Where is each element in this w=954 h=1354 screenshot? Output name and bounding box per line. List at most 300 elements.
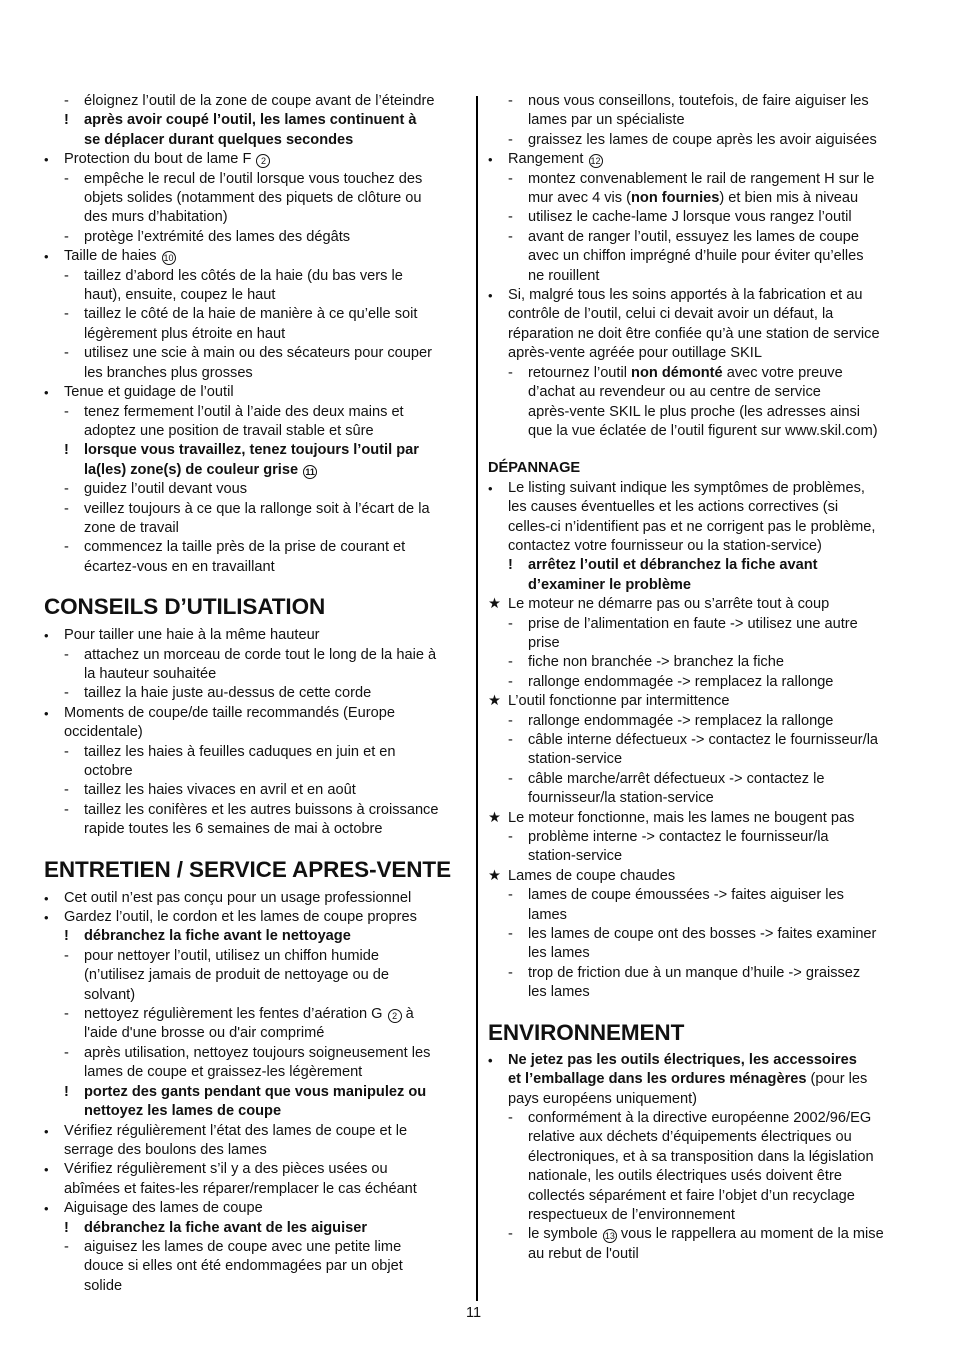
bullet-item <box>44 626 468 645</box>
line-text: réparation ne doit être confiée qu’à une station de service <box>508 325 880 342</box>
warning-mark: ! <box>508 557 513 574</box>
line-continuation <box>44 364 468 383</box>
line-continuation <box>488 267 914 286</box>
line-continuation <box>488 789 914 808</box>
line-text: arrêtez l’outil et débranchez la fiche avant <box>528 557 818 574</box>
line-continuation <box>44 966 468 985</box>
warning-mark: ! <box>64 1219 69 1236</box>
line-continuation <box>44 286 468 305</box>
dash-item <box>488 925 914 944</box>
line-text: écartez-vous en en travaillant <box>84 558 275 575</box>
dash-item <box>488 228 914 247</box>
line-continuation <box>488 1245 914 1264</box>
dash-mark: - <box>508 615 513 632</box>
line-continuation <box>44 723 468 742</box>
dash-mark: - <box>508 964 513 981</box>
dash-mark: - <box>64 1044 69 1061</box>
line-text: prise <box>528 634 560 651</box>
line-text: attachez un morceau de corde tout le long de la haie à <box>84 646 437 663</box>
line-text: guidez l’outil devant vous <box>84 481 248 498</box>
line-text: rallonge endommagée -> remplacez la rallonge <box>528 673 834 690</box>
line-text: fournisseur/la station-service <box>528 790 714 807</box>
dash-item <box>488 131 914 150</box>
line-continuation <box>488 305 914 324</box>
dash-mark: - <box>64 743 69 760</box>
bullet-icon: • <box>44 705 49 721</box>
line-continuation <box>44 208 468 227</box>
dash-item <box>44 228 468 247</box>
line-text: taillez la haie juste au-dessus de cette corde <box>84 685 372 702</box>
dash-item <box>488 770 914 789</box>
line-continuation <box>44 1024 468 1043</box>
line-continuation <box>44 461 468 480</box>
line-text: trop de friction due à un manque d’huile -> graissez <box>528 964 861 981</box>
line-text: protège l’extrémité des lames des dégâts <box>84 228 351 245</box>
dash-mark: - <box>508 654 513 671</box>
dash-mark: - <box>64 500 69 517</box>
line-text: tenez fermement l’outil à l’aide des deux mains et <box>84 403 404 420</box>
line-continuation <box>44 422 468 441</box>
line-text: Le moteur ne démarre pas ou s’arrête tout à coup <box>508 596 830 613</box>
line-text: débranchez la fiche avant le nettoyage <box>84 928 351 945</box>
line-text: Si, malgré tous les soins apportés à la fabrication et au <box>508 287 863 304</box>
dash-item <box>44 92 468 111</box>
line-text: câble marche/arrêt défectueux -> contactez le <box>528 770 825 787</box>
dash-mark: - <box>64 306 69 323</box>
line-continuation <box>488 247 914 266</box>
line-text: nationale, les outils électriques usés doivent être <box>528 1168 842 1185</box>
line-continuation <box>44 1257 468 1276</box>
warning-mark: ! <box>64 928 69 945</box>
dash-mark: - <box>64 403 69 420</box>
line-text: solvant) <box>84 986 136 1003</box>
line-continuation <box>44 1180 468 1199</box>
section-heading: ENTRETIEN / SERVICE APRES-VENTE <box>44 856 451 882</box>
line-continuation <box>488 383 914 402</box>
dash-mark: - <box>508 712 513 729</box>
line-text: douce si elles ont été endommagées par un objet <box>84 1258 403 1275</box>
line-text: zone de travail <box>84 519 179 536</box>
dash-mark: - <box>64 947 69 964</box>
figure-ref-icon: 12 <box>590 156 601 167</box>
line-text: les branches plus grosses <box>84 364 253 381</box>
line-text: des murs d’habitation) <box>84 209 228 226</box>
line-continuation <box>488 422 914 441</box>
line-continuation <box>44 558 468 577</box>
dash-mark: - <box>508 131 513 148</box>
line-text: prise de l’alimentation en faute -> utilisez une autre <box>528 615 858 632</box>
dash-item <box>488 673 914 692</box>
line-text: relative aux déchets d’équipements électriques ou <box>528 1129 852 1146</box>
line-text: Vérifiez régulièrement l’état des lames de coupe et le <box>64 1122 408 1139</box>
star-item <box>488 867 914 886</box>
dash-item <box>488 208 914 227</box>
line-continuation <box>44 519 468 538</box>
line-text-tail: vous le rappellera au moment de la mise <box>616 1226 884 1243</box>
line-text: d’achat au revendeur ou au centre de service <box>528 384 821 401</box>
dash-item <box>488 886 914 905</box>
warning-item <box>488 556 914 575</box>
line-text: Vérifiez régulièrement s’il y a des pièces usées ou <box>64 1161 388 1178</box>
line-text: ne rouillent <box>528 267 600 284</box>
line-text: Le listing suivant indique les symptômes de problèmes, <box>508 479 865 496</box>
line-continuation <box>488 111 914 130</box>
line-text: Tenue et guidage de l’outil <box>64 384 234 401</box>
line-text: Le moteur fonctionne, mais les lames ne bougent pas <box>508 809 855 826</box>
left-column <box>44 92 468 1296</box>
line-text: mur avec 4 vis ( <box>528 190 631 207</box>
warning-mark: ! <box>64 1083 69 1100</box>
line-continuation <box>44 820 468 839</box>
line-text: objets solides (notamment des piquets de clôture ou <box>84 190 422 207</box>
bullet-icon: • <box>488 1052 493 1068</box>
dash-item <box>488 964 914 983</box>
subsection-heading: DÉPANNAGE <box>488 460 581 477</box>
dash-mark: - <box>508 1226 513 1243</box>
line-text: commencez la taille près de la prise de courant et <box>84 539 406 556</box>
dash-item <box>488 828 914 847</box>
line-text: se déplacer durant quelques secondes <box>84 131 354 148</box>
line-continuation <box>488 537 914 556</box>
dash-item <box>44 1005 468 1024</box>
dash-item <box>488 92 914 111</box>
star-icon: ★ <box>488 867 502 884</box>
warning-mark: ! <box>64 442 69 459</box>
figure-ref-icon: 13 <box>604 1231 615 1242</box>
dash-item <box>488 1225 914 1244</box>
line-continuation <box>488 1167 914 1186</box>
dash-item <box>44 480 468 499</box>
bullet-icon: • <box>44 1123 49 1139</box>
dash-mark: - <box>508 93 513 109</box>
dash-mark: - <box>64 345 69 362</box>
line-text: débranchez la fiche avant de les aiguiser <box>84 1219 368 1236</box>
dash-mark: - <box>64 685 69 702</box>
line-continuation <box>488 518 914 537</box>
bullet-item <box>44 704 468 723</box>
line-text: station-service <box>528 751 623 768</box>
line-text: graissez les lames de coupe après les avoir aiguisées <box>528 131 877 148</box>
line-continuation <box>488 189 914 208</box>
line-continuation <box>488 498 914 517</box>
dash-item <box>44 947 468 966</box>
line-text: câble interne défectueux -> contactez le fournisseur/la <box>528 732 879 748</box>
line-continuation <box>44 131 468 150</box>
warning-item <box>44 1219 468 1238</box>
bullet-item <box>44 1160 468 1179</box>
line-text: Gardez l’outil, le cordon et les lames de coupe propres <box>64 909 417 926</box>
line-text: les causes éventuelles et les actions correctives (si <box>508 499 839 516</box>
bullet-icon: • <box>488 288 493 304</box>
line-text: après utilisation, nettoyez toujours soigneusement les <box>84 1044 431 1061</box>
line-text: taillez les haies à feuilles caduques en juin et en <box>84 743 396 760</box>
line-text: Lames de coupe chaudes <box>508 867 676 884</box>
dash-item <box>44 170 468 189</box>
warning-mark: ! <box>64 112 69 129</box>
line-text: occidentale) <box>64 724 143 741</box>
dash-item <box>44 403 468 422</box>
line-text: taillez les conifères et les autres buissons à croissance <box>84 801 439 818</box>
dash-mark: - <box>64 646 69 663</box>
line-text: le symbole <box>528 1226 598 1243</box>
line-text: abîmées et faites-les réparer/remplacer le cas échéant <box>64 1180 417 1197</box>
bullet-item <box>488 286 914 305</box>
line-continuation <box>488 325 914 344</box>
line-text: respectueux de l’environnement <box>528 1206 735 1223</box>
line-text: serrage des boulons des lames <box>64 1141 267 1158</box>
line-text: Ne jetez pas les outils électriques, les accessoires <box>508 1051 857 1068</box>
line-text: d’examiner le problème <box>528 576 692 593</box>
line-continuation <box>488 1070 914 1089</box>
line-text: après-vente agréée pour outillage SKIL <box>508 345 762 362</box>
line-continuation <box>488 1090 914 1109</box>
line-text: utilisez une scie à main ou des sécateurs pour couper <box>84 345 433 362</box>
line-text: avec un chiffon imprégné d’huile pour éviter qu’elles <box>528 248 864 265</box>
spacer <box>488 441 914 459</box>
line-text: éloignez l’outil de la zone de coupe avant de l’éteindre <box>84 93 435 109</box>
dash-item <box>44 1238 468 1257</box>
line-text: pays européens uniquement) <box>508 1090 698 1107</box>
line-text: taillez le côté de la haie de manière à ce qu’elle soit <box>84 306 418 323</box>
line-text: contactez votre fournisseur ou la station-service) <box>508 537 822 554</box>
bullet-item <box>44 247 468 266</box>
dash-mark: - <box>508 829 513 846</box>
dash-item <box>44 538 468 557</box>
star-icon: ★ <box>488 596 502 613</box>
line-continuation <box>44 986 468 1005</box>
bold-text: non démonté <box>631 364 723 381</box>
line-text: taillez d’abord les côtés de la haie (du bas vers le <box>84 267 403 284</box>
dash-mark: - <box>508 673 513 690</box>
line-text: haut), ensuite, coupez le haut <box>84 287 276 304</box>
line-text: solide <box>84 1277 123 1294</box>
line-text-tail: (pour les <box>806 1071 868 1088</box>
line-continuation <box>488 634 914 653</box>
line-text: que la vue éclatée de l’outil figurent sur www.skil.com) <box>528 422 878 439</box>
dash-mark: - <box>508 209 513 226</box>
line-text-tail: ) et bien mis à niveau <box>719 190 859 207</box>
bullet-item <box>488 479 914 498</box>
dash-mark: - <box>508 732 513 748</box>
dash-item <box>488 1109 914 1128</box>
line-text: Pour tailler une haie à la même hauteur <box>64 627 320 644</box>
line-text: les lames <box>528 984 590 1001</box>
line-continuation <box>488 944 914 963</box>
figure-ref-icon: 11 <box>303 465 317 479</box>
line-text: utilisez le cache-lame J lorsque vous rangez l’outil <box>528 209 852 226</box>
line-text: nous vous conseillons, toutefois, de faire aiguiser les <box>528 93 869 109</box>
line-text-tail: avec votre preuve <box>722 364 843 381</box>
dash-item <box>488 364 914 383</box>
dash-item <box>44 1044 468 1063</box>
dash-mark: - <box>508 1109 513 1126</box>
bullet-item <box>44 889 468 908</box>
bullet-icon: • <box>488 152 493 168</box>
bullet-item <box>44 150 468 169</box>
line-text: conformément à la directive européenne 2002/96/EG <box>528 1109 872 1126</box>
bullet-icon: • <box>44 890 49 906</box>
dash-item <box>488 712 914 731</box>
line-text: (n’utilisez jamais de produit de nettoyage ou de <box>84 967 390 984</box>
column-divider <box>476 96 478 1301</box>
line-continuation <box>488 847 914 866</box>
line-text: lorsque vous travaillez, tenez toujours l’outil par <box>84 442 419 459</box>
figure-ref-icon: 10 <box>163 253 174 264</box>
bullet-icon: • <box>44 910 49 926</box>
bold-text: et l’emballage dans les ordures ménagères <box>508 1071 807 1088</box>
dash-mark: - <box>64 267 69 284</box>
line-text: au rebut de l'outil <box>528 1245 639 1262</box>
warning-item <box>44 927 468 946</box>
line-text: rapide toutes les 6 semaines de mai à octobre <box>84 821 383 838</box>
dash-item <box>488 653 914 672</box>
line-text: Taille de haies <box>64 248 157 265</box>
line-text: rallonge endommagée -> remplacez la rallonge <box>528 712 834 729</box>
line-text: après-vente SKIL le plus proche (les adresses ainsi <box>528 403 861 420</box>
dash-mark: - <box>64 539 69 556</box>
spacer <box>488 1003 914 1019</box>
bullet-icon: • <box>44 1162 49 1178</box>
figure-ref-icon: 2 <box>388 1009 402 1023</box>
star-item <box>488 692 914 711</box>
dash-item <box>44 267 468 286</box>
section-heading: CONSEILS D’UTILISATION <box>44 594 326 620</box>
line-continuation <box>488 750 914 769</box>
dash-item <box>488 170 914 189</box>
dash-item <box>44 344 468 363</box>
dash-mark: - <box>508 364 513 381</box>
line-text: octobre <box>84 763 133 779</box>
dash-mark: - <box>64 1006 69 1023</box>
bullet-icon: • <box>44 628 49 644</box>
line-text: fiche non branchée -> branchez la fiche <box>528 654 784 671</box>
warning-item <box>44 1083 468 1102</box>
line-continuation <box>488 1128 914 1147</box>
bullet-item <box>488 150 914 169</box>
line-text: les lames <box>528 945 590 962</box>
line-continuation <box>44 189 468 208</box>
line-text: la(les) zone(s) de couleur grise <box>84 461 299 478</box>
dash-item <box>44 646 468 665</box>
line-continuation <box>44 325 468 344</box>
line-text: veillez toujours à ce que la rallonge soit à l’écart de la <box>84 500 430 517</box>
dash-mark: - <box>64 801 69 818</box>
warning-item <box>44 111 468 130</box>
dash-mark: - <box>508 170 513 187</box>
dash-mark: - <box>64 228 69 245</box>
star-icon: ★ <box>488 693 502 710</box>
line-text: L’outil fonctionne par intermittence <box>508 693 730 710</box>
bullet-item <box>44 908 468 927</box>
page-number: 11 <box>466 1305 482 1321</box>
dash-mark: - <box>64 782 69 799</box>
bullet-icon: • <box>44 1201 49 1217</box>
line-text: collectés séparément et faire l’objet d’un recyclage <box>528 1187 855 1204</box>
line-continuation <box>44 1063 468 1082</box>
dash-item <box>488 615 914 634</box>
line-text: légèrement plus étroite en haut <box>84 325 286 342</box>
line-continuation <box>488 403 914 422</box>
line-text: contrôle de l’outil, celui ci devait avoir un défaut, la <box>508 306 834 323</box>
line-continuation <box>488 906 914 925</box>
line-text: celles-ci n’identifient pas et ne corrigent pas le problème, <box>508 518 876 535</box>
bold-text: non fournies <box>631 190 720 207</box>
line-text: Cet outil n’est pas conçu pour un usage professionnel <box>64 889 412 906</box>
line-text: montez convenablement le rail de rangement H sur le <box>528 170 875 187</box>
line-text: Aiguisage des lames de coupe <box>64 1200 263 1217</box>
bullet-icon: • <box>488 480 493 496</box>
line-text: lames de coupe et graissez-les légèrement <box>84 1064 363 1081</box>
dash-mark: - <box>508 887 513 904</box>
bullet-icon: • <box>44 152 49 168</box>
line-continuation <box>488 576 914 595</box>
line-continuation <box>488 1148 914 1167</box>
dash-mark: - <box>508 770 513 787</box>
dash-item <box>488 731 914 750</box>
bullet-item <box>44 1199 468 1218</box>
line-continuation <box>488 1206 914 1225</box>
line-text: lames de coupe émoussées -> faites aiguiser les <box>528 887 844 904</box>
line-continuation <box>44 1277 468 1296</box>
bullet-item <box>488 1051 914 1070</box>
dash-mark: - <box>64 170 69 187</box>
line-text: Protection du bout de lame F <box>64 151 252 168</box>
figure-ref-icon: 2 <box>256 154 270 168</box>
line-continuation <box>488 344 914 363</box>
line-text: après avoir coupé l’outil, les lames continuent à <box>84 112 417 129</box>
line-text: taillez les haies vivaces en avril et en août <box>84 782 356 799</box>
line-text: nettoyez les lames de coupe <box>84 1103 282 1120</box>
line-continuation <box>44 1102 468 1121</box>
line-text: station-service <box>528 848 623 865</box>
section-heading: ENVIRONNEMENT <box>488 1019 685 1045</box>
bullet-item <box>44 1122 468 1141</box>
star-item <box>488 595 914 614</box>
line-text: Moments de coupe/de taille recommandés (Europe <box>64 704 395 721</box>
line-text: la hauteur souhaitée <box>84 665 217 682</box>
line-text: les lames de coupe ont des bosses -> faites examiner <box>528 926 877 943</box>
line-text: l'aide d'une brosse ou d'air comprimé <box>84 1025 325 1042</box>
dash-item <box>44 500 468 519</box>
line-text: problème interne -> contactez le fournisseur/la <box>528 829 829 846</box>
spacer <box>44 577 468 593</box>
line-text: lames par un spécialiste <box>528 112 685 129</box>
line-text: pour nettoyer l’outil, utilisez un chiffon humide <box>84 947 380 964</box>
star-icon: ★ <box>488 809 502 826</box>
line-text: avant de ranger l’outil, essuyez les lames de coupe <box>528 228 859 245</box>
line-continuation <box>488 1187 914 1206</box>
line-continuation <box>44 1141 468 1160</box>
dash-mark: - <box>508 228 513 245</box>
line-text-tail: à <box>401 1006 414 1023</box>
dash-item <box>44 801 468 820</box>
dash-mark: - <box>64 1238 69 1255</box>
line-text: adoptez une position de travail stable et sûre <box>84 422 374 439</box>
bullet-icon: • <box>44 385 49 401</box>
line-text: portez des gants pendant que vous manipulez ou <box>84 1083 427 1100</box>
dash-item <box>44 781 468 800</box>
dash-item <box>44 684 468 703</box>
dash-mark: - <box>508 926 513 943</box>
line-continuation <box>44 665 468 684</box>
warning-item <box>44 441 468 460</box>
right-column <box>488 92 914 1264</box>
star-item <box>488 809 914 828</box>
line-text: Rangement <box>508 151 584 168</box>
bullet-icon: • <box>44 249 49 265</box>
line-text: aiguisez les lames de coupe avec une petite lime <box>84 1238 402 1255</box>
line-continuation <box>488 983 914 1002</box>
